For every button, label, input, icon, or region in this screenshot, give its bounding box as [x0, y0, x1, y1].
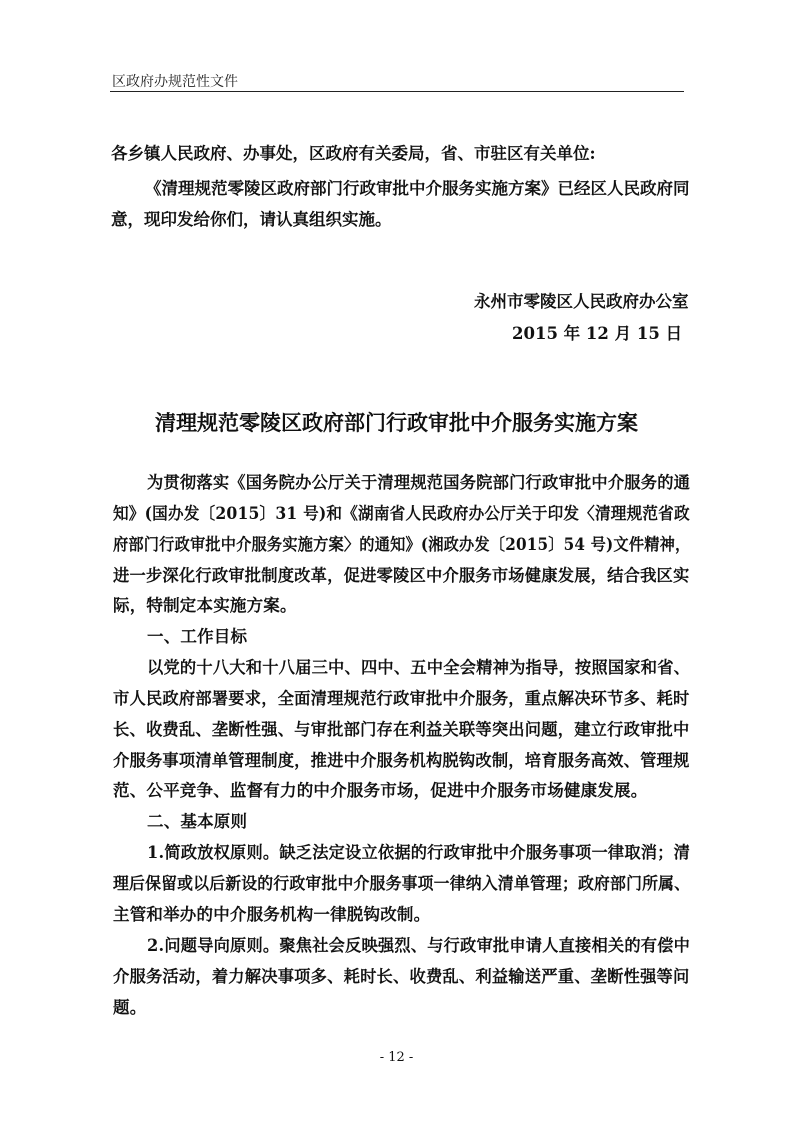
issuer-name: 永州市零陵区人民政府办公室: [474, 292, 689, 311]
header-divider: [110, 91, 684, 92]
addressees-line: 各乡镇人民政府、办事处，区政府有关委局，省、市驻区有关单位:: [111, 144, 596, 163]
section1-line: 介服务事项清单管理制度，推进中介服务机构脱钩改制，培育服务高效、管理规: [113, 751, 690, 770]
intro-line: 进一步深化行政审批制度改革，促进零陵区中介服务市场健康发展，结合我区实: [113, 566, 690, 585]
intro-line: 际，特制定本实施方案。: [113, 596, 297, 615]
section1-line: 范、公平竞争、监督有力的中介服务市场，促进中介服务市场健康发展。: [113, 781, 648, 800]
issue-date: 2015 年 12 月 15 日: [512, 324, 683, 343]
principle1-line: 1.简政放权原则。缺乏法定设立依据的行政审批中介服务事项一律取消；清: [147, 843, 691, 862]
intro-line: 知》(国办发〔2015〕31 号)和《湖南省人民政府办公厅关于印发〈清理规范省政: [113, 504, 690, 523]
notice-body-line-1: 《清理规范零陵区政府部门行政审批中介服务实施方案》已经区人民政府同: [145, 179, 690, 198]
notice-body-line-2: 意，现印发给你们，请认真组织实施。: [111, 210, 392, 229]
section1-line: 市人民政府部署要求，全面清理规范行政审批中介服务，重点解决环节多、耗时: [113, 689, 690, 708]
section1-line: 长、收费乱、垄断性强、与审批部门存在利益关联等突出问题，建立行政审批中: [113, 720, 690, 739]
principle1-line: 理后保留或以后新设的行政审批中介服务事项一律纳入清单管理；政府部门所属、: [113, 874, 691, 893]
plan-title: 清理规范零陵区政府部门行政审批中介服务实施方案: [155, 411, 638, 435]
page-number: - 12 -: [379, 1050, 414, 1065]
intro-line: 府部门行政审批中介服务实施方案〉的通知》(湘政办发〔2015〕54 号)文件精神，: [113, 535, 691, 554]
principle2-line: 介服务活动，着力解决事项多、耗时长、收费乱、利益输送严重、垄断性强等问: [113, 967, 690, 986]
section-heading-work-goals: 一、工作目标: [147, 627, 248, 646]
section-heading-basic-principles: 二、基本原则: [147, 812, 248, 831]
document-header-label: 区政府办规范性文件: [112, 74, 238, 90]
principle2-line: 题。: [113, 998, 147, 1017]
principle2-line: 2.问题导向原则。聚焦社会反映强烈、与行政审批申请人直接相关的有偿中: [147, 936, 691, 955]
principle1-line: 主管和举办的中介服务机构一律脱钩改制。: [113, 905, 431, 924]
section1-line: 以党的十八大和十八届三中、四中、五中全会精神为指导，按照国家和省、: [147, 658, 691, 677]
intro-line: 为贯彻落实《国务院办公厅关于清理规范国务院部门行政审批中介服务的通: [147, 473, 691, 492]
